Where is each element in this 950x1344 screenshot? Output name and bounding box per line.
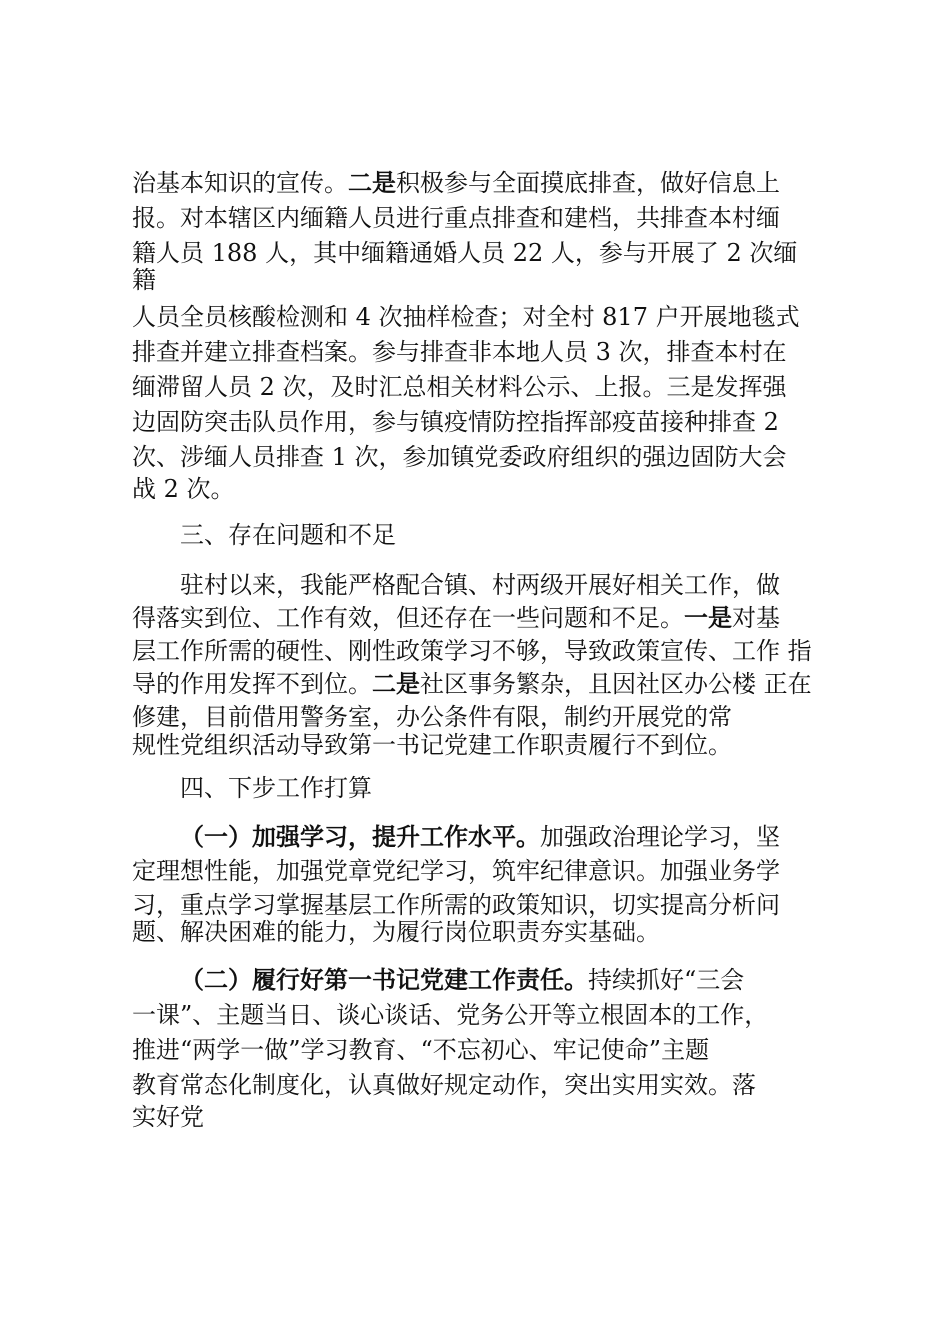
paragraph-1-line-2: 报。对本辖区内缅籍人员进行重点排查和建档，共排查本村缅	[132, 204, 780, 232]
paragraph-3-line-1: （一）加强学习，提升工作水平。加强政治理论学习，坚	[180, 823, 780, 851]
paragraph-4-line-2: 一课”、主题当日、谈心谈话、党务公开等立根固本的工作，	[132, 1001, 769, 1029]
subheading-text: （一）加强学习，提升工作水平。	[180, 823, 540, 851]
paragraph-1-line-5: 人员全员核酸检测和 4 次抽样检查；对全村 817 户开展地毯式	[132, 303, 800, 331]
section-heading-3: 三、存在问题和不足	[180, 521, 396, 549]
paragraph-3-line-3: 习，重点学习掌握基层工作所需的政策知识，切实提高分析问	[132, 891, 780, 919]
subheading-text: （二）履行好第一书记党建工作责任。	[180, 966, 588, 994]
paragraph-2-line-5: 修建，目前借用警务室，办公条件有限，制约开展党的常	[132, 703, 732, 731]
paragraph-1-line-9: 次、涉缅人员排查 1 次，参加镇党委政府组织的强边固防大会	[132, 443, 787, 471]
paragraph-2-line-3: 层工作所需的硬性、刚性政策学习不够，导致政策宣传、工作 指	[132, 637, 812, 665]
paragraph-2-line-2: 得落实到位、工作有效，但还存在一些问题和不足。一是对基	[132, 604, 780, 632]
paragraph-1-line-1: 治基本知识的宣传。二是积极参与全面摸底排查，做好信息上	[132, 169, 780, 197]
paragraph-4-line-3: 推进“两学一做”学习教育、“不忘初心、牢记使命”主题	[132, 1036, 710, 1064]
paragraph-4-line-1: （二）履行好第一书记党建工作责任。持续抓好“三会	[180, 966, 745, 994]
section-heading-4: 四、下步工作打算	[180, 774, 372, 802]
paragraph-1-line-6: 排查并建立排查档案。参与排查非本地人员 3 次，排查本村在	[132, 338, 787, 366]
paragraph-3-line-2: 定理想性能，加强党章党纪学习，筑牢纪律意识。加强业务学	[132, 857, 780, 885]
paragraph-2-line-1: 驻村以来，我能严格配合镇、村两级开展好相关工作，做	[180, 571, 780, 599]
paragraph-4-line-4: 教育常态化制度化，认真做好规定动作，突出实用实效。落	[132, 1071, 756, 1099]
paragraph-1-line-7: 缅滞留人员 2 次，及时汇总相关材料公示、上报。三是发挥强	[132, 373, 787, 401]
paragraph-1-line-8: 边固防突击队员作用，参与镇疫情防控指挥部疫苗接种排查 2	[132, 408, 779, 436]
emphasis-text: 一是	[684, 604, 732, 632]
paragraph-2-line-6: 规性党组织活动导致第一书记党建工作职责履行不到位。	[132, 731, 732, 759]
paragraph-4-line-5: 实好党	[132, 1103, 204, 1131]
emphasis-text: 二是	[348, 169, 396, 197]
emphasis-text: 二是	[372, 670, 420, 698]
paragraph-1-line-4: 籍	[132, 266, 156, 294]
paragraph-1-line-3: 籍人员 188 人，其中缅籍通婚人员 22 人，参与开展了 2 次缅	[132, 239, 798, 267]
paragraph-1-line-10: 战 2 次。	[132, 475, 235, 503]
paragraph-3-line-4: 题、解决困难的能力，为履行岗位职责夯实基础。	[132, 918, 660, 946]
paragraph-2-line-4: 导的作用发挥不到位。二是社区事务繁杂，且因社区办公楼 正在	[132, 670, 812, 698]
